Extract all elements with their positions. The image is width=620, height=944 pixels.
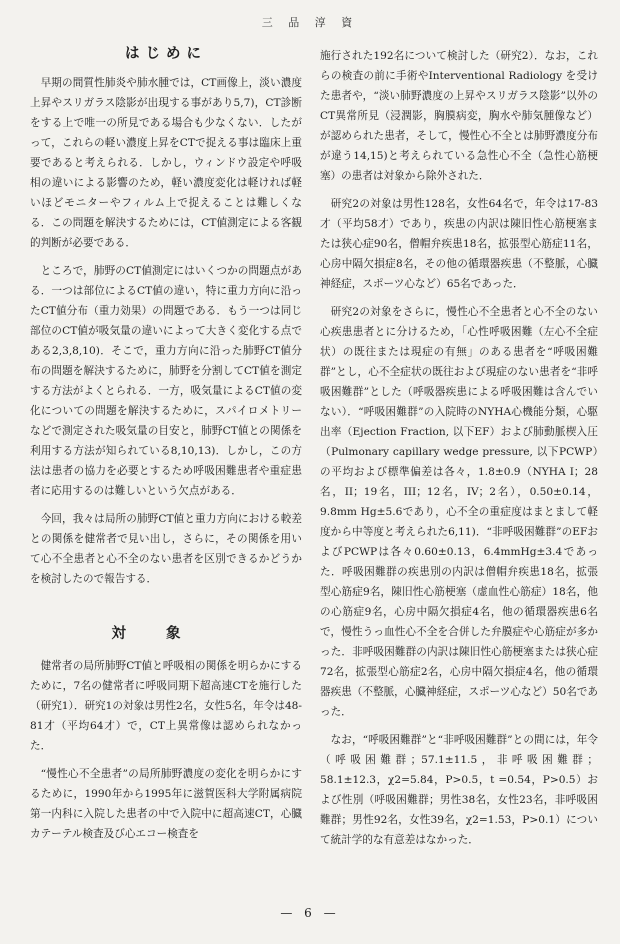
section-heading-subjects: 対象 [111,626,221,642]
running-header: 三 品 淳 資 [261,16,359,29]
continued-paragraph: 施行された192名について検討した（研究2）．なお，これらの検査の前に手術やInterventional Radiology を受けた患者や，“淡い肺野濃度の上昇やスリガラス陰影”以外のCT異常所見（浸潤影，胸膜病変，胸水や肺気腫像など）が認められた患者，そして，慢性心不全とは肺野濃度分布が違う14,15)と考えられている急性心不全（急性心筋梗塞）の患者は対象から除外された． [320,50,598,182]
right-column [320,46,598,850]
page-number: — 6 — [280,906,340,920]
section-heading-introduction: はじめに [125,46,207,62]
statistics-paragraph: なお，“呼吸困難群”と“非呼吸困難群”との間には，年令（呼吸困難群；57.1±11.5，非呼吸困難群；58.1±12.3，χ2=5.84，P>0.5，t =0.54，P>0.5）および性別（呼吸困難群；男性38名，女性23名，非呼吸困難群；男性92名，女性39名，χ2=1.53，P>0.1）について統計学的な有意差はなかった． [320,734,598,846]
intro-paragraph-1: 早期の間質性肺炎や肺水腫では，CT画像上，淡い濃度上昇やスリガラス陰影が出現する事があり5,7)，CT診断をする上で唯一の所見である場合も少なくない．したがって，これらの軽い濃度上昇をCTで捉える事は臨床上重要であると考えられる．しかし，ウィンドウ設定や呼吸相の違いによる影響のため，軽い濃度変化は軽ければ軽いほどモニターやフィルム上で捉えることは難しくなる．この問題を解決するためには，CT値測定による客観的判断が必要である． [30,77,302,249]
groups-paragraph: 研究2の対象をさらに，慢性心不全患者と心不全のない心疾患患者とに分けるため，「心性呼吸困難（左心不全症状）の既往または現症の有無」のある患者を“呼吸困難群”とし，心不全症状の既往および現症のない患者を“非呼吸困難群”とした（呼吸器疾患による呼吸困難は含んでいない）．“呼吸困難群”の入院時のNYHA心機能分類，心駆出率（Ejection Fraction, 以下EF）および肺動脈楔入圧（Pulmonary capillary wedge pressure, 以下PCWP）の平均および標準偏差は各々，1.8±0.9（NYHA I；28名，II；19名，III；12名，IV；2名），0.50±0.14，9.8mm Hg±5.6であり，心不全の重症度はまとまして軽度から中等度と考えられた6,11)．“非呼吸困難群”のEFおよびPCWPは各々0.60±0.13，6.4mmHg±3.4であった．呼吸困難群の疾患別の内訳は僧帽弁疾患18名，拡張型心筋症9名，陳旧性心筋梗塞（虚血性心筋症）18名，他の心筋症9名，心房中隔欠損症4名，他の循環器疾患6名で，慢性うっ血性心不全を合併した弁膜症や心筋症が多かった．非呼吸困難群の内訳は陳旧性心筋梗塞または狭心症72名，拡張型心筋症2名，心房中隔欠損症4名，他の循環器疾患（不整脈，心臓神経症，スポーツ心など）50名であった． [320,306,598,718]
intro-paragraph-2: ところで，肺野のCT値測定にはいくつかの問題点がある．一つは部位によるCT値の違い，特に重力方向に沿ったCT値分布（重力効果）の問題である．もう一つは同じ部位のCT値が吸気量の違いによって大きく変化する点である2,3,8,10)．そこで，重力方向に沿った肺野CT値分布の問題を解決するために，肺野を分割してCT値を測定する方法がよくとられる．一方，吸気量によるCT値の変化についての問題を解決するために，スパイロメトリーなどで測定された吸気量の目安と，肺野CT値との関係を利用する方法が知られている8,10,13)．しかし，この方法は患者の協力を必要とするため呼吸困難患者や重症患者に応用するのは難しいという欠点がある． [30,265,302,497]
subjects-paragraph-2: “慢性心不全患者”の局所肺野濃度の変化を明らかにするために，1990年から1995年に滋賀医科大学附属病院第一内科に入院した患者の中で入院中に超高速CT，心臓カテーテル検査及び心エコー検査を [30,768,302,840]
intro-paragraph-3: 今回，我々は局所の肺野CT値と重力方向における較差との関係を健常者で見い出し，さらに，その関係を用いて心不全患者と心不全のない患者を区別できるかどうかを検討したので報告する． [30,513,302,585]
left-column [30,44,302,844]
study2-paragraph: 研究2の対象は男性128名，女性64名で，年令は17-83才（平均58才）であり，疾患の内訳は陳旧性心筋梗塞または狭心症90名，僧帽弁疾患18名，拡張型心筋症11名，心房中隔欠損症8名，その他の循環器疾患（不整脈，心臓神経症，スポーツ心など）65名であった． [320,198,598,290]
subjects-paragraph-1: 健常者の局所肺野CT値と呼吸相の関係を明らかにするために，7名の健常者に呼吸同期下超高速CTを施行した（研究1）．研究1の対象は男性2名，女性5名，年令は48-81才（平均64才）で，CT上異常像は認められなかった． [30,660,302,752]
